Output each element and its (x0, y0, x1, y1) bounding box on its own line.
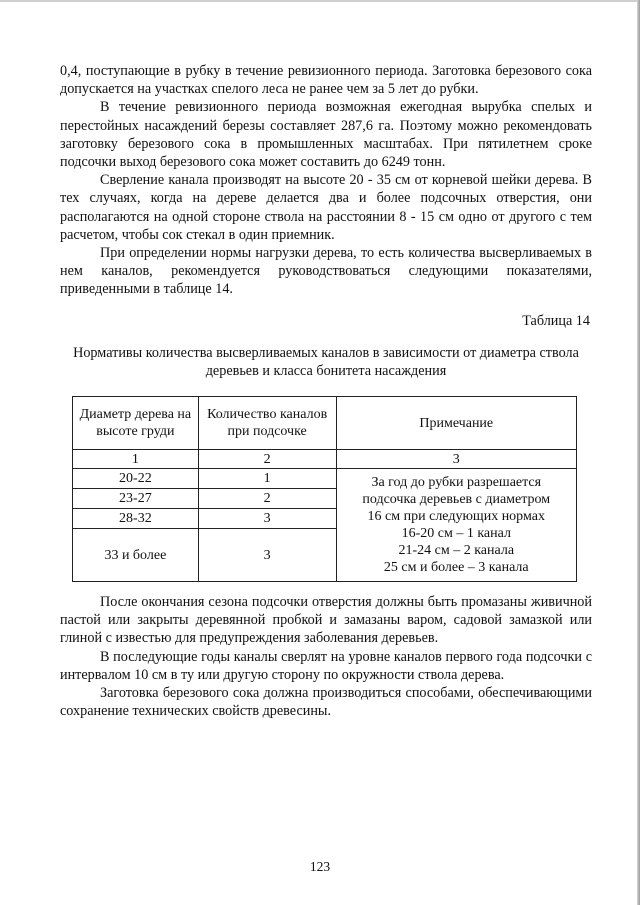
table-cell-diameter: 23-27 (73, 489, 199, 509)
table-column-number-row (73, 450, 577, 469)
body-text-top (60, 62, 592, 299)
table-row (73, 469, 577, 489)
paragraph: После окончания сезона подсочки отверстия должны быть промазаны живичной пастой или закрыты деревянной пробкой и замазаны варом, садовой замазкой или глиной с известью для предупреждения заболевания деревьев. (60, 594, 592, 647)
paragraph: 0,4, поступающие в рубку в течение ревизионного периода. Заготовка березового сока допускается на участках спелого леса не ранее чем за 5 лет до рубки. (60, 63, 592, 98)
paragraph: Заготовка березового сока должна производиться способами, обеспечивающими сохранение технических свойств древесины. (60, 685, 592, 720)
note-line: 21-24 см – 2 канала (398, 543, 515, 558)
table-header-cell: Примечание (336, 397, 576, 450)
body-text-bottom (60, 593, 592, 720)
norms-table (72, 396, 577, 582)
table-cell-diameter: 28-32 (73, 509, 199, 529)
table-title: Нормативы количества высверливаемых каналов в зависимости от диаметра ствола деревьев и класса бонитета насаждения (73, 345, 579, 380)
table-header-cell: Диаметр дерева на высоте груди (73, 397, 199, 450)
paragraph: При определении нормы нагрузки дерева, то есть количества высверливаемых в нем каналов, рекомендуется руководствоваться следующими показателями, приведенными в таблице 14. (60, 245, 592, 298)
table-cell-diameter: 20-22 (73, 469, 199, 489)
table-header-row (73, 397, 577, 450)
paragraph: В течение ревизионного периода возможная ежегодная вырубка спелых и перестойных насаждений березы составляет 287,6 га. Поэтому можно рекомендовать заготовку березового сока в промышленных масштабах. При пятилетнем сроке подсочки выход березового сока может составить до 6249 тонн. (60, 99, 592, 171)
table-cell-diameter: 33 и более (73, 529, 199, 582)
paragraph: В последующие годы каналы сверлят на уровне каналов первого года подсочки с интервалом 10 см в ту или другую сторону по окружности ствола дерева. (60, 648, 592, 683)
paragraph: Сверление канала производят на высоте 20 - 35 см от корневой шейки дерева. В тех случаях, когда на дереве делается два и более подсочных отверстия, они располагаются на одной стороне ствола на расстоянии 8 - 15 см одно от другого с тем расчетом, чтобы сок стекал в один приемник. (60, 172, 592, 243)
table-column-number: 3 (336, 450, 576, 469)
table-cell-channels: 1 (198, 469, 336, 489)
table-header-cell: Количество каналов при подсочке (198, 397, 336, 450)
note-line: 25 см и более – 3 канала (383, 560, 529, 575)
page-number: 123 (309, 859, 331, 874)
note-line: За год до рубки разрешается (371, 475, 542, 490)
table-cell-note (336, 469, 576, 582)
table-cell-channels: 3 (198, 529, 336, 582)
note-line: 16 см при следующих нормах (367, 509, 545, 524)
table-cell-channels: 2 (198, 489, 336, 509)
table-cell-channels: 3 (198, 509, 336, 529)
page-edge (0, 0, 640, 2)
note-line: подсочка деревьев с диаметром (362, 492, 551, 507)
table-column-number: 1 (73, 450, 199, 469)
table-label: Таблица 14 (522, 313, 590, 329)
table-column-number: 2 (198, 450, 336, 469)
note-line: 16-20 см – 1 канал (401, 526, 511, 541)
